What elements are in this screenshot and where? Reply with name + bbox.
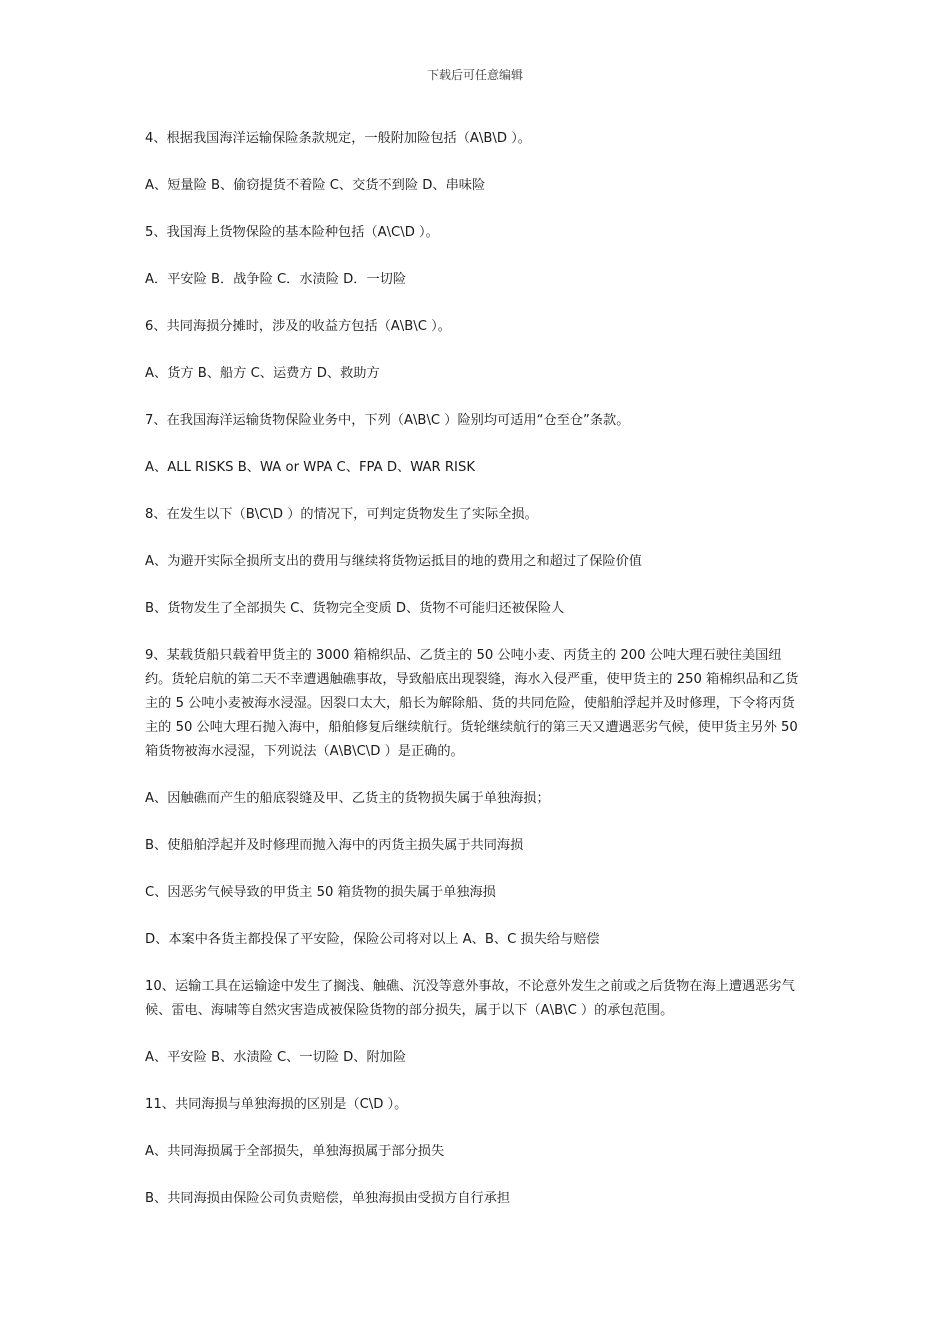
question-8-option-a: A、为避开实际全损所支出的费用与继续将货物运抵目的地的费用之和超过了保险价值 (145, 554, 642, 569)
question-11: 11、共同海损与单独海损的区别是（C\D ）。 (145, 1097, 408, 1112)
question-6: 6、共同海损分摊时，涉及的收益方包括（A\B\C ）。 (145, 319, 451, 334)
question-4: 4、根据我国海洋运输保险条款规定，一般附加险包括（A\B\D ）。 (145, 131, 531, 146)
question-10: 10、运输工具在运输途中发生了搁浅、触礁、沉没等意外事故，不论意外发生之前或之后货物在海上遭遇恶劣气候、雷电、海啸等自然灾害造成被保险货物的部分损失，属于以下（A\B\C ）的承包范围。 (145, 979, 795, 1018)
question-8: 8、在发生以下（B\C\D ）的情况下，可判定货物发生了实际全损。 (145, 507, 538, 522)
question-9-option-c: C、因恶劣气候导致的甲货主 50 箱货物的损失属于单独海损 (145, 885, 496, 900)
question-6-options: A、货方 B、船方 C、运费方 D、救助方 (145, 366, 380, 381)
question-10-options: A、平安险 B、水渍险 C、一切险 D、附加险 (145, 1050, 407, 1065)
question-4-options: A、短量险 B、偷窃提货不着险 C、交货不到险 D、串味险 (145, 178, 486, 193)
question-11-option-b: B、共同海损由保险公司负责赔偿，单独海损由受损方自行承担 (145, 1191, 511, 1206)
question-8-options-bcd: B、货物发生了全部损失 C、货物完全变质 D、货物不可能归还被保险人 (145, 601, 565, 616)
question-7: 7、在我国海洋运输货物保险业务中，下列（A\B\C ）险别均可适用“仓至仓”条款。 (145, 413, 630, 428)
question-7-options: A、ALL RISKS B、WA or WPA C、FPA D、WAR RISK (145, 460, 475, 475)
question-11-option-a: A、共同海损属于全部损失，单独海损属于部分损失 (145, 1144, 445, 1159)
question-9-option-b: B、使船舶浮起并及时修理而抛入海中的丙货主损失属于共同海损 (145, 838, 524, 853)
question-5-options: A．平安险 B．战争险 C．水渍险 D．一切险 (145, 272, 407, 287)
page-header: 下载后可任意编辑 (426, 68, 523, 82)
question-9: 9、某载货船只载着甲货主的 3000 箱棉织品、乙货主的 50 公吨小麦、丙货主的 200 公吨大理石驶往美国纽约。货轮启航的第二天不幸遭遇触礁事故，导致船底出现裂缝，海水入侵严重，使甲货主的 250 箱棉织品和乙货主的 5 公吨小麦被海水浸湿。因裂口太大，船长为解除船、货的共同危险，使船舶浮起并及时修理，下令将丙货主的 50 公吨大理石抛入海中，船舶修复后继续航行。货轮继续航行的第三天又遭遇恶劣气候，使甲货主另外 50 箱货物被海水浸湿，下列说法（A\B\C\D ）是正确的。 (145, 648, 799, 759)
question-5: 5、我国海上货物保险的基本险种包括（A\C\D ）。 (145, 225, 439, 240)
document-body (145, 127, 807, 1234)
question-9-option-a: A、因触礁而产生的船底裂缝及甲、乙货主的货物损失属于单独海损； (145, 791, 550, 806)
question-9-option-d: D、本案中各货主都投保了平安险，保险公司将对以上 A、B、C 损失给与赔偿 (145, 932, 600, 947)
